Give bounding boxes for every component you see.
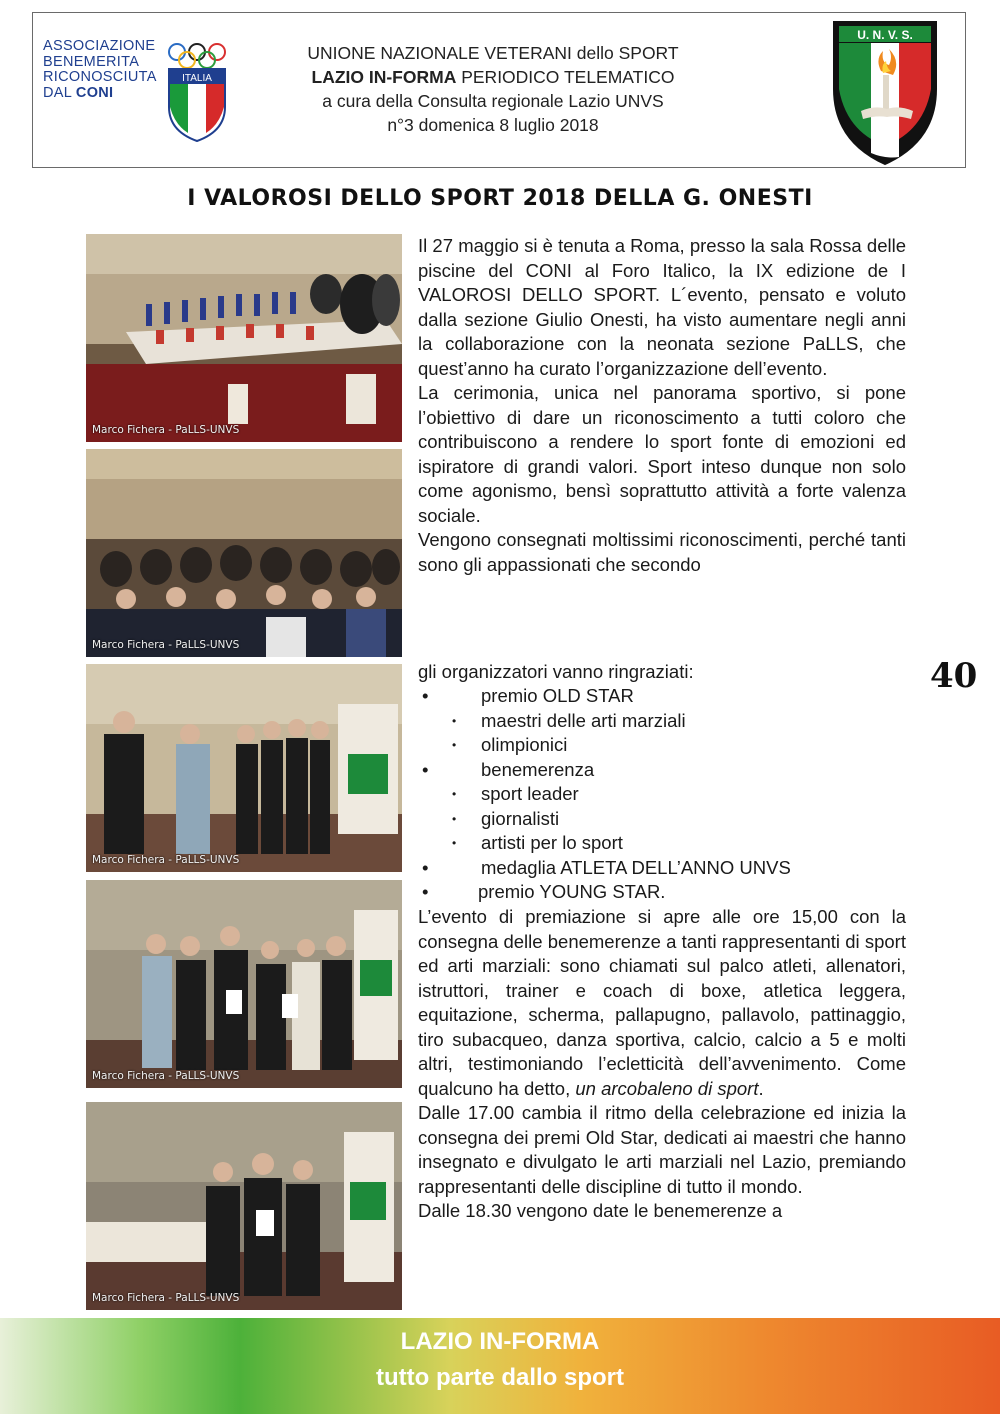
awards-list [418, 684, 906, 905]
paragraph: L’evento di premiazione si apre alle ore 15,00 con la consegna delle benemerenze a tanti rappresentanti di sport ed arti marziali: sono chiamati sul palco atleti, allenatori, istruttori, trainer e coach di boxe, atletica leggera, equitazione, scherma, pallapugno, pallavolo, pattinaggio, tiro subacqueo, danza sportiva, calcio, calcio a 5 e molti altri, testimoniando l’ecletticità dell’avvenimento. Come qualcuno ha detto, un arcobaleno di sport. [418, 906, 906, 1099]
paragraph: Dalle 18.30 vengono date le benemerenze a [418, 1200, 783, 1221]
svg-text:ITALIA: ITALIA [182, 73, 212, 84]
list-item: • benemerenza [422, 758, 595, 780]
list-item: • premio OLD STAR [422, 685, 634, 706]
masthead [32, 12, 966, 168]
photo-credit: Marco Fichera - PaLLS-UNVS [92, 854, 240, 866]
paragraph: La cerimonia, unica nel panorama sportivo, si pone l’obiettivo di dare un riconoscimento a tutti coloro che contribuiscono a rendere lo sport fonte di emozioni ed ispiratore di grandi valori. Sport inteso dunque non solo come agonismo, bensì soprattutto attività a forte valenza sociale. [418, 382, 906, 526]
photo-audience [86, 449, 402, 657]
photo-speaker-stage [86, 664, 402, 872]
footer-tagline: tutto parte dallo sport [376, 1364, 624, 1391]
italia-shield-icon [167, 67, 227, 143]
list-item: • premio YOUNG STAR. [422, 881, 666, 902]
article-body-bottom [418, 905, 906, 1224]
photo-credit: Marco Fichera - PaLLS-UNVS [92, 424, 240, 436]
paragraph: Il 27 maggio si è tenuta a Roma, presso la sala Rossa delle piscine del CONI al Foro Italico, la IX edizione de I VALOROSI DELLO SPORT. L´evento, pensato e voluto dalla sezione Giulio Onesti, ha visto aumentare negli anni la collaborazione con la neonata sezione PaLLS, che quest’anno ha curato l’organizzazione dell’evento. [418, 235, 906, 379]
list-item: • medaglia ATLETA DELL’ANNO UNVS [422, 856, 791, 878]
article-title: I VALOROSI DELLO SPORT 2018 DELLA G. ONESTI [187, 186, 813, 211]
page-number: 40 [930, 656, 978, 696]
photo-credit: Marco Fichera - PaLLS-UNVS [92, 639, 240, 651]
list-item: • giornalisti [452, 807, 560, 829]
list-item: • artisti per lo sport [452, 832, 623, 853]
list-item: • olimpionici [452, 734, 568, 755]
paragraph: gli organizzatori vanno ringraziati: [418, 661, 694, 682]
svg-text:U. N. V. S.: U. N. V. S. [857, 28, 913, 42]
list-item: • sport leader [452, 783, 579, 804]
paragraph: Dalle 17.00 cambia il ritmo della celebrazione ed inizia la consegna dei premi Old Star, dedicati ai maestri che hanno insegnato e divulgato le arti marziali nel Lazio, premiando rappresentanti delle discipline di tutto il mondo. [418, 1102, 906, 1197]
photo-credit: Marco Fichera - PaLLS-UNVS [92, 1070, 240, 1082]
photo-credit: Marco Fichera - PaLLS-UNVS [92, 1292, 240, 1304]
coni-association-text: ASSOCIAZIONE BENEMERITA RICONOSCIUTA DAL CONI [43, 38, 157, 101]
paragraph: Vengono consegnati moltissimi riconoscimenti, perché tanti sono gli appassionati che secondo [418, 529, 906, 575]
footer-banner [0, 1318, 1000, 1414]
article-list-intro [418, 660, 906, 685]
masthead-center: UNIONE NAZIONALE VETERANI dello SPORT LAZIO IN-FORMA PERIODICO TELEMATICO a cura della Consulta regionale Lazio UNVS n°3 domenica 8 luglio 2018 [307, 43, 679, 135]
list-item: • maestri delle arti marziali [452, 709, 686, 731]
photo-trophy-table [86, 234, 402, 442]
article-body-top [418, 234, 906, 577]
unvs-shield-logo-icon [831, 19, 939, 167]
photo-award-presentation [86, 1102, 402, 1310]
photo-award-group [86, 880, 402, 1088]
footer-title: LAZIO IN-FORMA [400, 1328, 600, 1355]
